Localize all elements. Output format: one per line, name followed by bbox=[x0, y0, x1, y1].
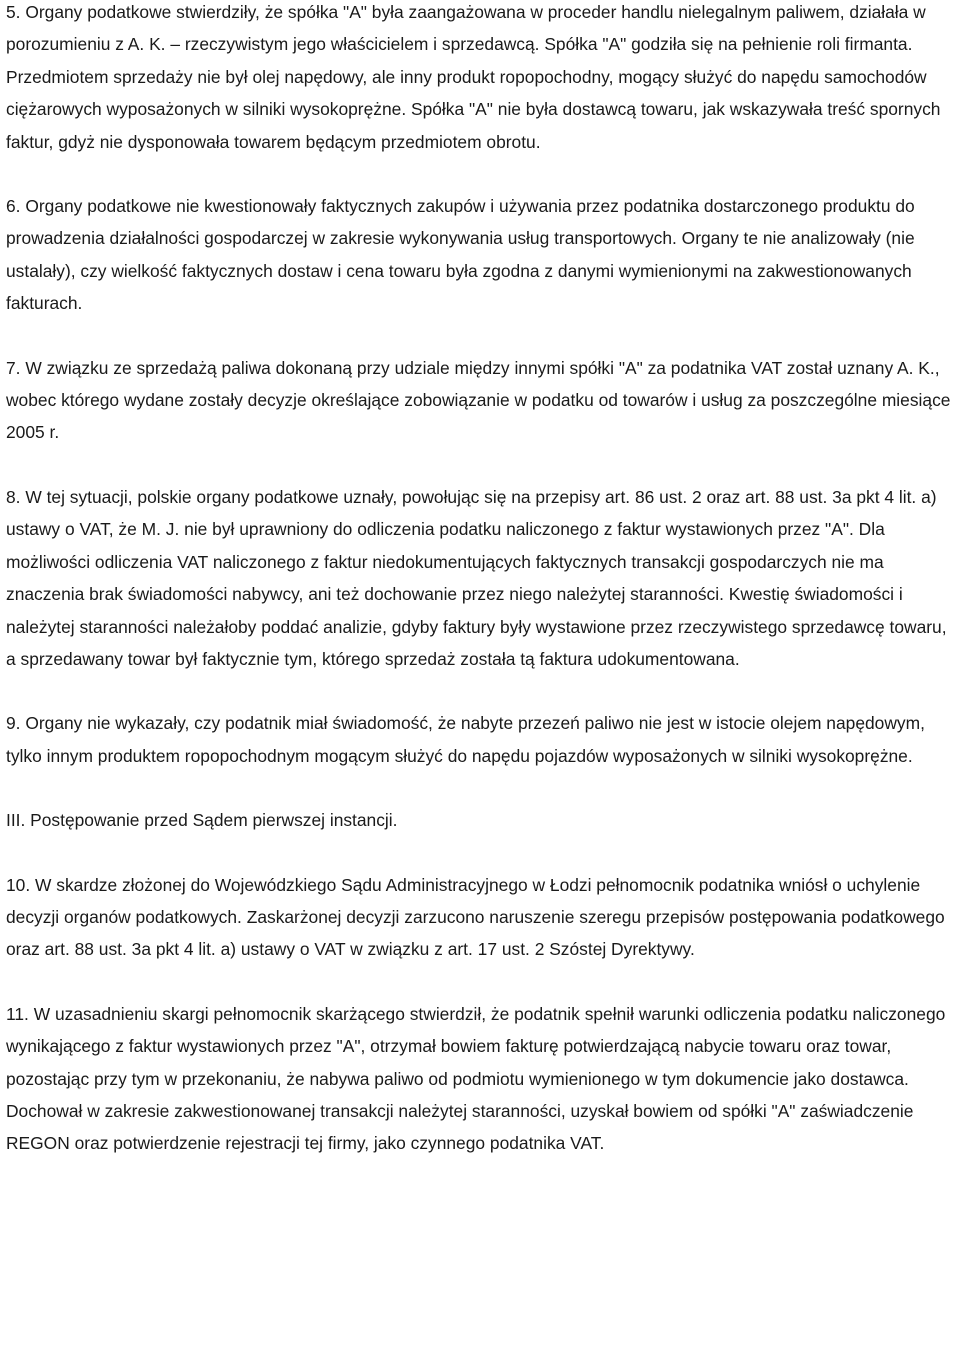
paragraph-11-text: 11. W uzasadnieniu skargi pełnomocnik skarżącego stwierdził, że podatnik spełnił warunki odliczenia podatku naliczonego wynikającego z faktur wystawionych przez "A", otrzymał bowiem fakturę potwierdzającą nabycie towaru oraz towar, pozostając przy tym w przekonaniu, że nabywa paliwo od podmiotu wymienionego w tym dokumencie jako dostawca. Dochował w zakresie zakwestionowanej transakcji należytej staranności, uzyskał bowiem od spółki "A" zaświadczenie REGON oraz potwierdzenie rejestracji tej firmy, jako czynnego podatnika VAT. bbox=[6, 1003, 946, 1154]
paragraph-8 bbox=[6, 481, 956, 675]
paragraph-5-text-a: 5. Organy podatkowe stwierdziły, że spółka "A" była zaangażowana w proceder handlu nielegalnym paliwem, działała w porozumieniu z A. K. – rzeczywistym jego właścicielem i sprzedawcą. Spółka "A" godziła się na pełnienie roli firmanta. Przedmiotem sprzedaży nie był olej napędowy, ale inny produkt ropopochodny, mogący służyć do napędu samochodów ciężarowych wyposażonych w silniki wysokoprężne. bbox=[6, 2, 927, 120]
paragraph-11 bbox=[6, 998, 956, 1160]
paragraph-6 bbox=[6, 190, 956, 320]
paragraph-10 bbox=[6, 869, 956, 966]
section-heading-iii bbox=[6, 804, 956, 836]
paragraph-5 bbox=[6, 0, 956, 158]
paragraph-8-text: 8. W tej sytuacji, polskie organy podatkowe uznały, powołując się na przepisy art. 86 ust. 2 oraz art. 88 ust. 3a pkt 4 lit. a) ustawy o VAT, że M. J. nie był uprawniony do odliczenia podatku naliczonego z faktur wystawionych przez "A". Dla możliwości odliczenia VAT naliczonego z faktur niedokumentujących faktycznych transakcji gospodarczych nie ma znaczenia brak świadomości nabywcy, ani też dochowanie przez niego należytej staranności. Kwestię świadomości i należytej staranności należałoby poddać analizie, gdyby faktury były wystawione przez rzeczywistego sprzedawcę towaru, a sprzedawany towar był faktycznie tym, którego sprzedaż została tą faktura udokumentowana. bbox=[6, 486, 947, 669]
paragraph-10-text: 10. W skardze złożonej do Wojewódzkiego Sądu Administracyjnego w Łodzi pełnomocnik podatnika wniósł o uchylenie decyzji organów podatkowych. Zaskarżonej decyzji zarzucono naruszenie szeregu przepisów postępowania podatkowego oraz art. 88 ust. 3a pkt 4 lit. a) ustawy o VAT w związku z art. 17 ust. 2 Szóstej Dyrektywy. bbox=[6, 874, 945, 960]
paragraph-7 bbox=[6, 352, 956, 449]
paragraph-5-text-b: Spółka "A" nie była dostawcą towaru, jak wskazywała treść spornych faktur, gdyż nie dysponowała towarem będącym przedmiotem obrotu. bbox=[6, 99, 941, 152]
paragraph-6-text: 6. Organy podatkowe nie kwestionowały faktycznych zakupów i używania przez podatnika dostarczonego produktu do prowadzenia działalności gospodarczej w zakresie wykonywania usług transportowych. Organy te nie analizowały (nie ustalały), czy wielkość faktycznych dostaw i cena towaru była zgodna z danymi wymienionymi na zakwestionowanych fakturach. bbox=[6, 196, 915, 314]
paragraph-7-text: 7. W związku ze sprzedażą paliwa dokonaną przy udziale między innymi spółki "A" za podatnika VAT został uznany A. K., wobec którego wydane zostały decyzje określające zobowiązanie w podatku od towarów i usług za poszczególne miesiące 2005 r. bbox=[6, 357, 951, 443]
paragraph-9 bbox=[6, 707, 956, 772]
paragraph-9-text: 9. Organy nie wykazały, czy podatnik miał świadomość, że nabyte przezeń paliwo nie jest w istocie olejem napędowym, tylko innym produktem ropopochodnym mogącym służyć do napędu pojazdów wyposażonych w silniki wysokoprężne. bbox=[6, 713, 925, 766]
section-heading-iii-text: III. Postępowanie przed Sądem pierwszej instancji. bbox=[6, 810, 398, 831]
document-page bbox=[6, 0, 956, 1160]
